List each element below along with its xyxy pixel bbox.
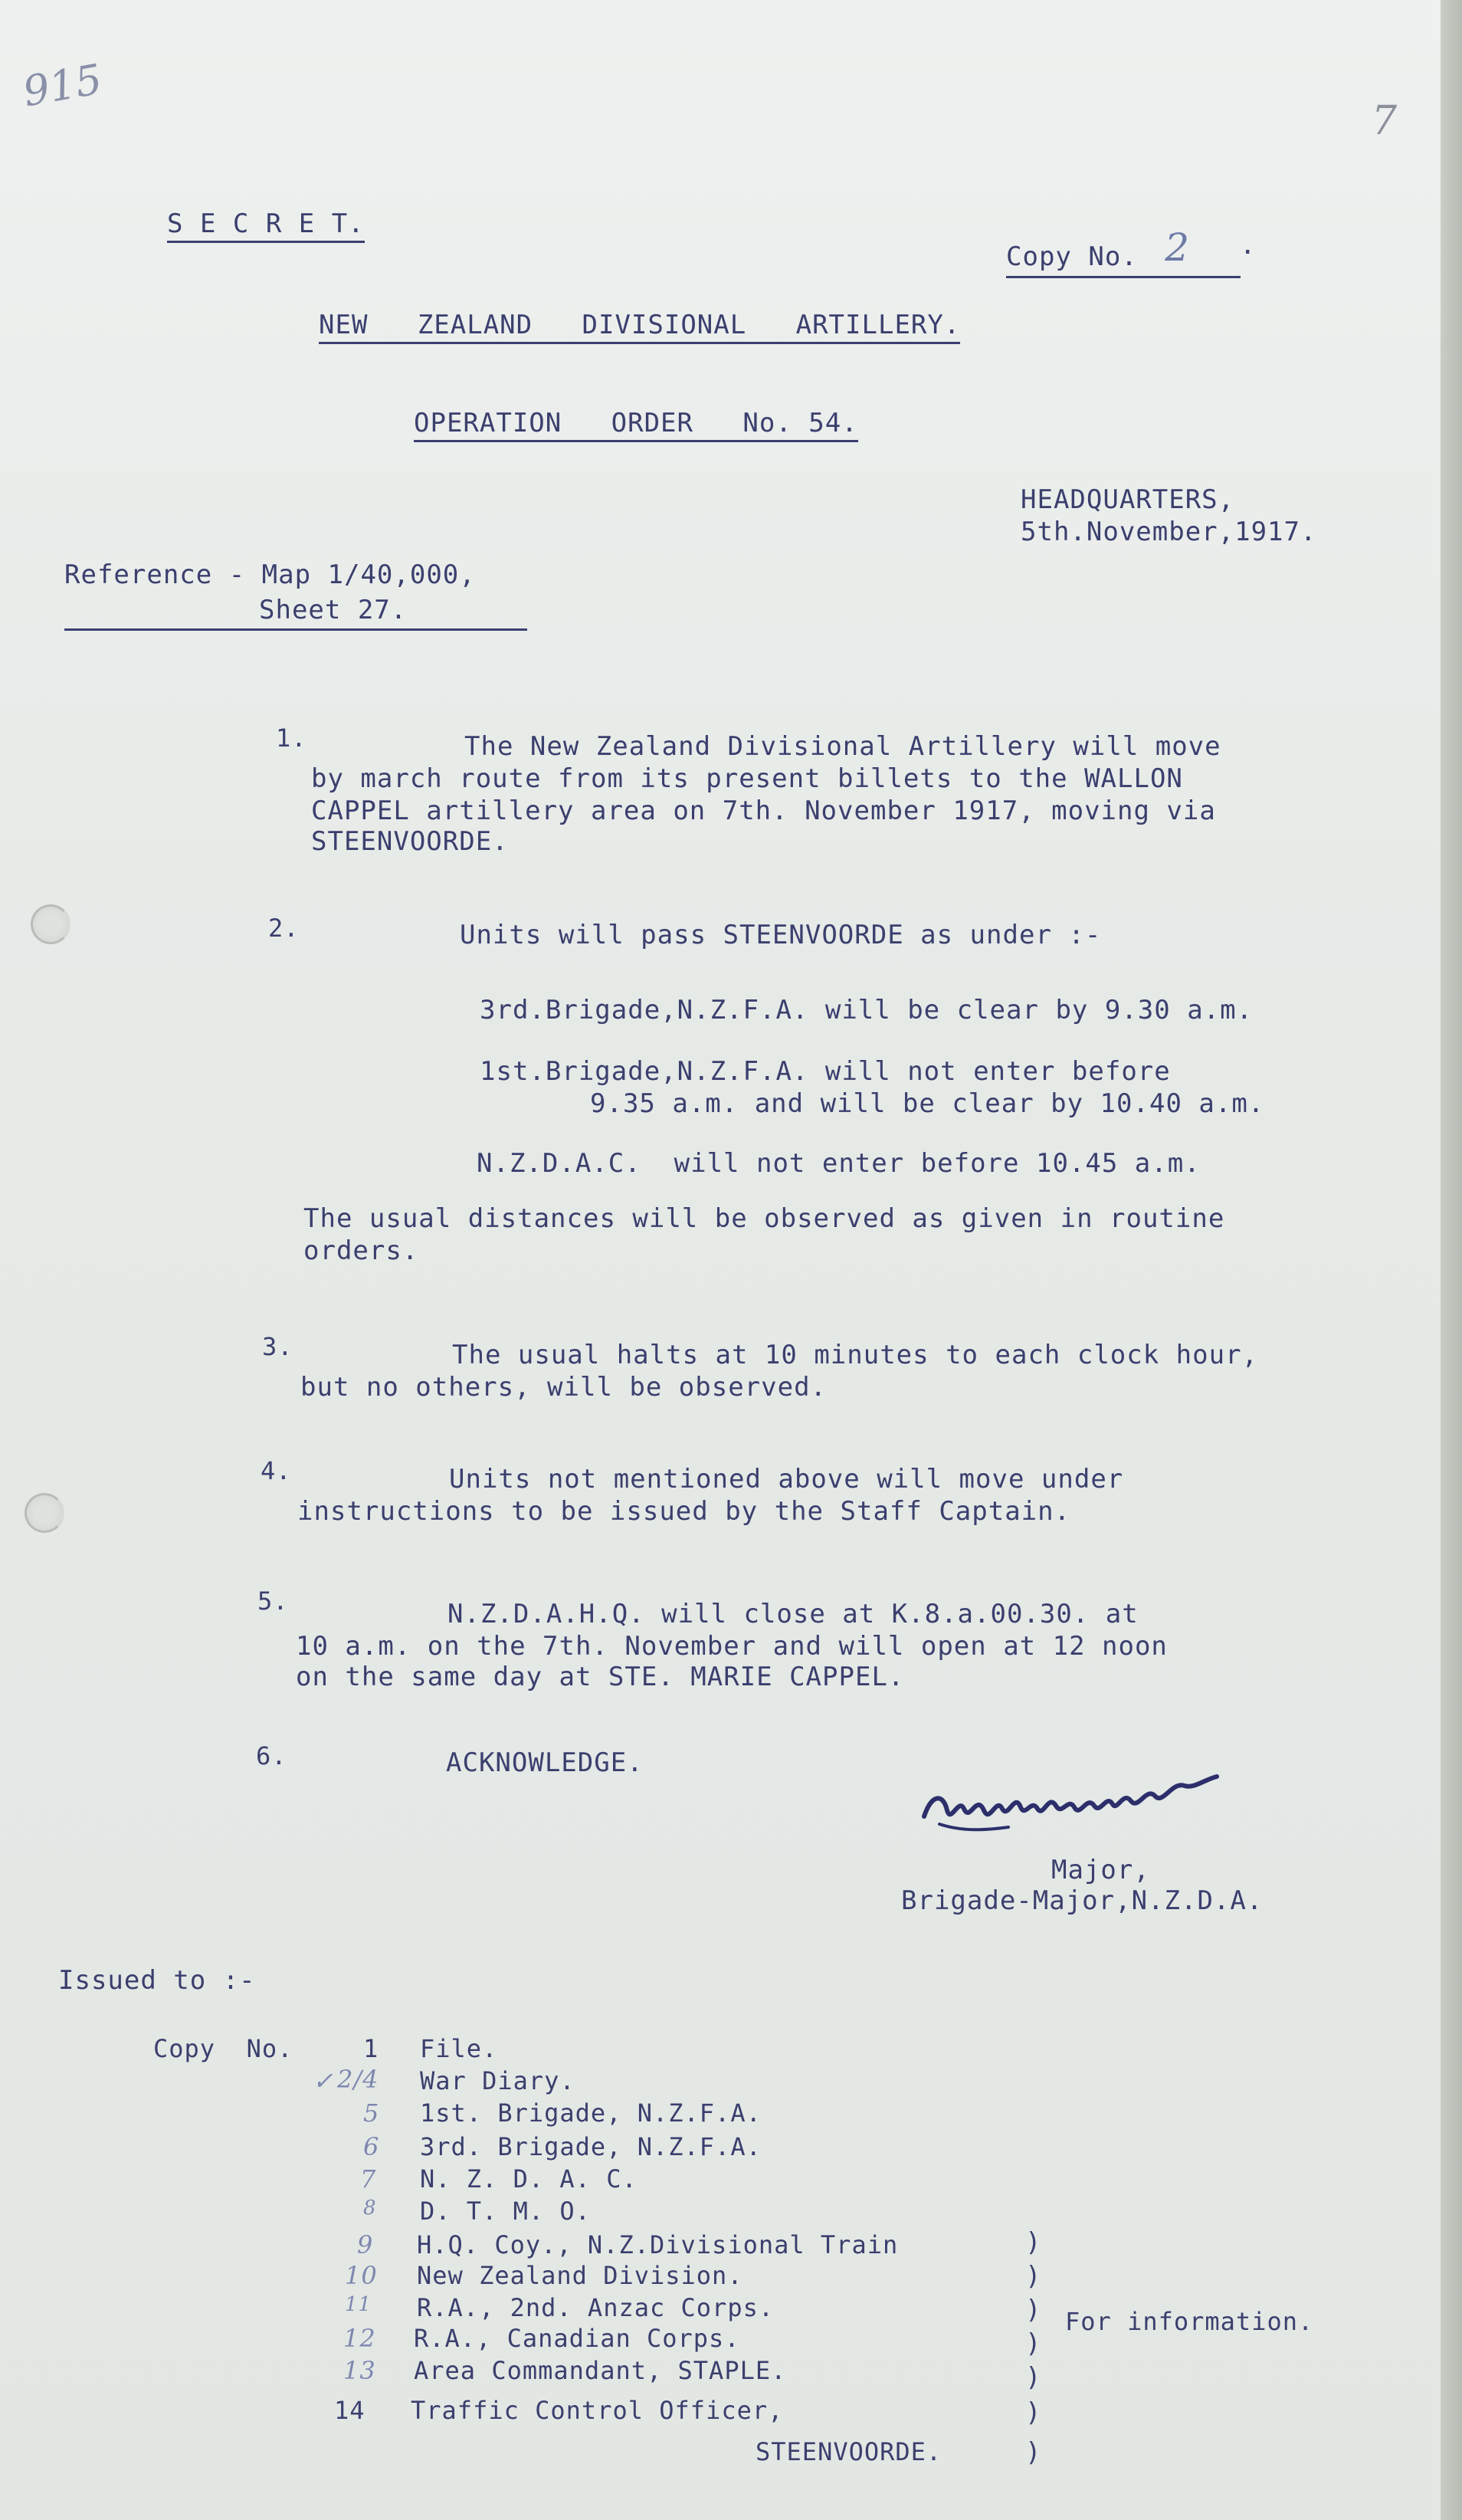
para-1-line: STEENVOORDE. <box>311 826 509 857</box>
copy-number-value: 2 <box>1165 225 1191 270</box>
para-3-line-2: but no others, will be observed. <box>300 1372 828 1403</box>
copy-num: 6 <box>363 2132 380 2161</box>
copy-no-label: Copy No. <box>153 2034 293 2063</box>
para-5-line-1: N.Z.D.A.H.Q. will close at K.8.a.00.30. at <box>447 1599 1139 1629</box>
copy-num: 13 <box>343 2356 376 2385</box>
bracket: ) <box>1025 2295 1041 2325</box>
copy-number-suffix: . <box>1240 230 1257 261</box>
copy-recipient: R.A., 2nd. Anzac Corps. <box>417 2293 775 2322</box>
para-5-number: 5. <box>257 1586 289 1616</box>
para-4-line-1: Units not mentioned above will move under <box>449 1464 1124 1495</box>
copy-num: 1 <box>363 2034 379 2063</box>
signatory-title: Brigade-Major,N.Z.D.A. <box>901 1885 1264 1916</box>
para-6-number: 6. <box>256 1741 287 1770</box>
copy-number-label: Copy No. <box>1006 241 1138 272</box>
copy-num: 5 <box>363 2098 380 2128</box>
para-4-number: 4. <box>261 1456 292 1485</box>
secret-heading: S E C R E T. <box>167 208 365 243</box>
copy-num: 10 <box>345 2261 378 2290</box>
headquarters-label: HEADQUARTERS, <box>1021 484 1235 515</box>
para-2-item-3: N.Z.D.A.C. will not enter before 10.45 a.m. <box>477 1148 1201 1179</box>
copy-num: 8 <box>363 2197 377 2220</box>
para-3-line-1: The usual halts at 10 minutes to each clock hour, <box>452 1340 1259 1370</box>
reference-underline <box>64 628 527 631</box>
para-2-intro: Units will pass STEENVOORDE as under :- <box>460 920 1102 950</box>
handwritten-signature <box>916 1763 1223 1847</box>
para-2-note-line-1: The usual distances will be observed as given in routine <box>303 1203 1225 1234</box>
order-date: 5th.November,1917. <box>1021 517 1317 547</box>
bracket: ) <box>1025 2328 1041 2359</box>
reference-line-2: Sheet 27. <box>259 595 408 625</box>
bracket: ) <box>1025 2362 1041 2393</box>
unit-heading: NEW ZEALAND DIVISIONAL ARTILLERY. <box>319 310 960 344</box>
copy-recipient: Area Commandant, STAPLE. <box>414 2356 787 2385</box>
copy-num: 12 <box>343 2324 376 2353</box>
copy-num: 11 <box>345 2293 372 2316</box>
copy-recipient: File. <box>420 2034 498 2063</box>
copy-recipient: 1st. Brigade, N.Z.F.A. <box>420 2098 762 2128</box>
para-3-number: 3. <box>262 1332 293 1361</box>
page-number: 7 <box>1372 98 1398 144</box>
copy-recipient: H.Q. Coy., N.Z.Divisional Train <box>417 2230 899 2259</box>
copy-recipient: New Zealand Division. <box>417 2261 743 2290</box>
page-edge <box>1441 0 1462 2520</box>
copy-recipient: War Diary. <box>420 2066 575 2095</box>
copy-number <box>1006 225 1241 278</box>
copy-num: 2/4 <box>337 2065 379 2094</box>
para-1-line: The New Zealand Divisional Artillery will move <box>464 731 1221 762</box>
order-title: OPERATION ORDER No. 54. <box>414 408 858 442</box>
copy-num: 14 <box>334 2396 366 2425</box>
para-6-text: ACKNOWLEDGE. <box>446 1747 644 1778</box>
copy-recipient-continued: STEENVOORDE. <box>756 2437 942 2466</box>
para-2-item-2-line-1: 1st.Brigade,N.Z.F.A. will not enter before <box>480 1056 1171 1087</box>
para-5-line-3: on the same day at STE. MARIE CAPPEL. <box>296 1662 905 1692</box>
para-1-line: CAPPEL artillery area on 7th. November 1917, moving via <box>311 796 1216 826</box>
para-2-number: 2. <box>268 914 300 943</box>
bracket: ) <box>1025 2437 1041 2468</box>
for-information-label: For information. <box>1065 2307 1314 2336</box>
copy-num: 7 <box>360 2164 377 2194</box>
punch-hole-top <box>31 904 70 944</box>
copy-recipient: N. Z. D. A. C. <box>420 2164 638 2194</box>
issued-to-label: Issued to :- <box>58 1965 256 1996</box>
bracket: ) <box>1025 2397 1041 2428</box>
copy-recipient: R.A., Canadian Corps. <box>414 2324 740 2353</box>
reference-line-1: Reference - Map 1/40,000, <box>64 559 476 590</box>
tick-mark: ✓ <box>313 2066 334 2095</box>
para-2-note-line-2: orders. <box>303 1235 419 1266</box>
copy-recipient: 3rd. Brigade, N.Z.F.A. <box>420 2132 762 2161</box>
para-1-number: 1. <box>276 724 307 753</box>
folio-number: 915 <box>19 54 106 116</box>
punch-hole-bottom <box>25 1493 64 1533</box>
copy-recipient: Traffic Control Officer, <box>411 2396 784 2425</box>
para-1-line: by march route from its present billets to the WALLON <box>311 763 1183 794</box>
bracket: ) <box>1025 2261 1041 2292</box>
copy-num: 9 <box>357 2230 374 2259</box>
signatory-rank: Major, <box>1051 1855 1150 1885</box>
bracket: ) <box>1025 2227 1041 2258</box>
para-4-line-2: instructions to be issued by the Staff Captain. <box>297 1496 1071 1527</box>
para-5-line-2: 10 a.m. on the 7th. November and will open at 12 noon <box>296 1631 1168 1662</box>
para-2-item-2-line-2: 9.35 a.m. and will be clear by 10.40 a.m. <box>590 1088 1265 1119</box>
copy-recipient: D. T. M. O. <box>420 2197 591 2226</box>
para-2-item-1: 3rd.Brigade,N.Z.F.A. will be clear by 9.30 a.m. <box>480 995 1254 1025</box>
